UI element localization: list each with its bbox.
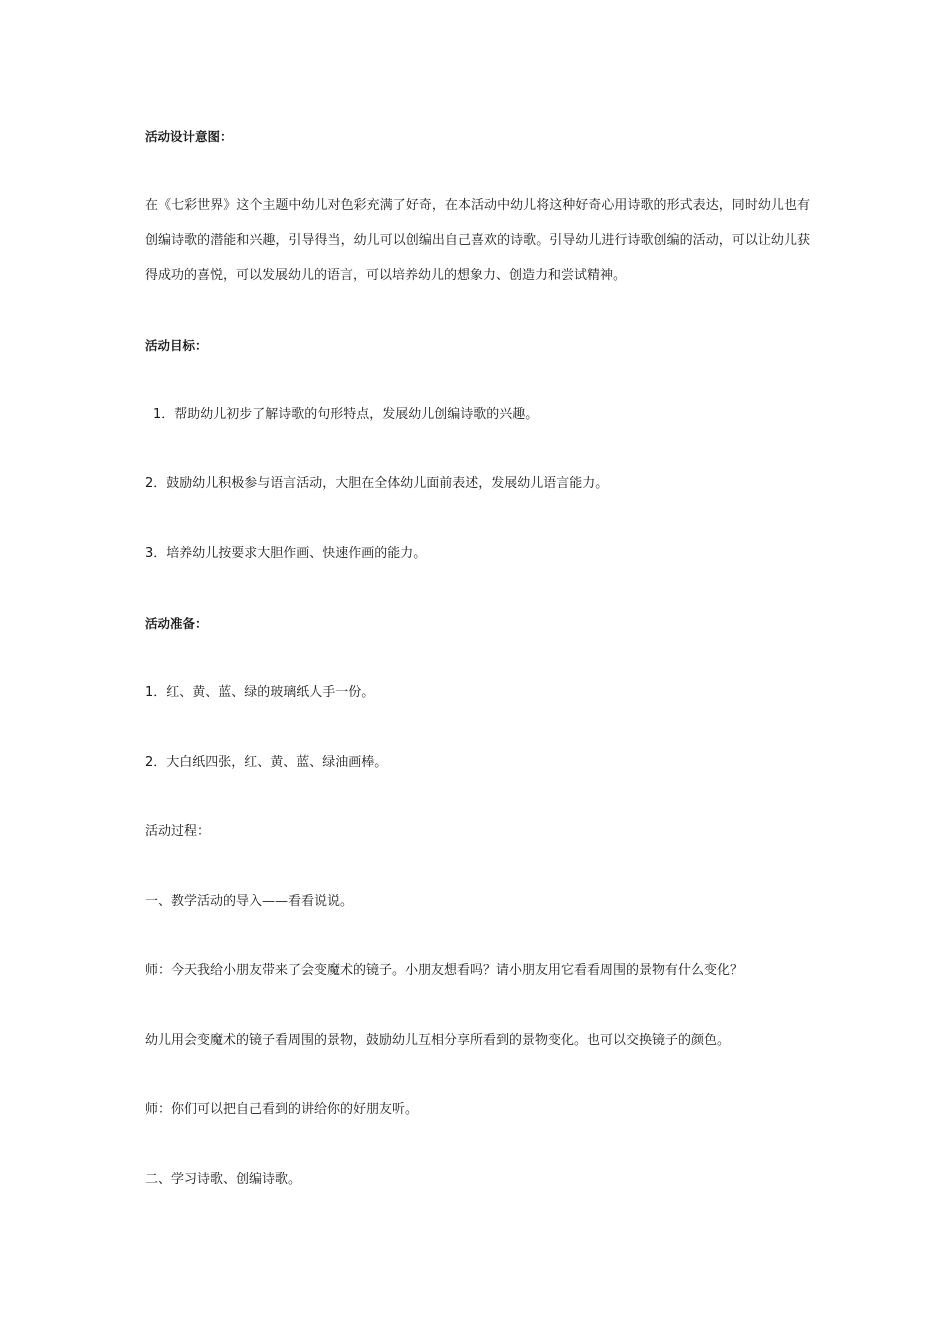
prep-text: 红、黄、蓝、绿的玻璃纸人手一份。: [166, 685, 375, 700]
process-line-5: 二、学习诗歌、创编诗歌。: [145, 1172, 302, 1187]
prep-item-1: [145, 684, 815, 702]
process-line-4: 师：你们可以把自己看到的讲给你的好朋友听。: [145, 1102, 419, 1117]
process-line-2: 师：今天我给小朋友带来了会变魔术的镜子。小朋友想看吗？请小朋友用它看看周围的景物有什么变化？: [145, 963, 744, 978]
prep-item-2: [145, 754, 815, 772]
intent-heading: 活动设计意图：: [145, 129, 233, 144]
goal-item-3: [145, 545, 815, 563]
prep-text: 大白纸四张，红、黄、蓝、绿油画棒。: [166, 755, 388, 770]
prep-heading: 活动准备：: [145, 616, 208, 631]
process-line-3: 幼儿用会变魔术的镜子看周围的景物，鼓励幼儿互相分享所看到的景物变化。也可以交换镜子的颜色。: [145, 1033, 731, 1048]
goal-text: 帮助幼儿初步了解诗歌的句形特点，发展幼儿创编诗歌的兴趣。: [174, 407, 539, 422]
goal-item-1: [153, 406, 823, 424]
process-heading: 活动过程：: [145, 824, 211, 839]
goal-number: 2．: [145, 476, 167, 491]
goals-heading: 活动目标：: [145, 338, 208, 353]
goal-text: 培养幼儿按要求大胆作画、快速作画的能力。: [166, 546, 427, 561]
prep-number: 2．: [145, 755, 167, 770]
goal-number: 3．: [145, 546, 167, 561]
intent-paragraph: 在《七彩世界》这个主题中幼儿对色彩充满了好奇，在本活动中幼儿将这种好奇心用诗歌的形式表达，同时幼儿也有创编诗歌的潜能和兴趣，引导得当，幼儿可以创编出自己喜欢的诗歌。引导幼儿进行诗歌创编的活动，可以让幼儿获得成功的喜悦，可以发展幼儿的语言，可以培养幼儿的想象力、创造力和尝试精神。: [145, 198, 810, 283]
goal-item-2: [145, 475, 815, 493]
goal-text: 鼓励幼儿积极参与语言活动，大胆在全体幼儿面前表述，发展幼儿语言能力。: [166, 476, 609, 491]
process-line-1: 一、教学活动的导入——看看说说。: [145, 894, 354, 909]
goal-number: 1．: [153, 407, 175, 422]
prep-number: 1．: [145, 685, 167, 700]
